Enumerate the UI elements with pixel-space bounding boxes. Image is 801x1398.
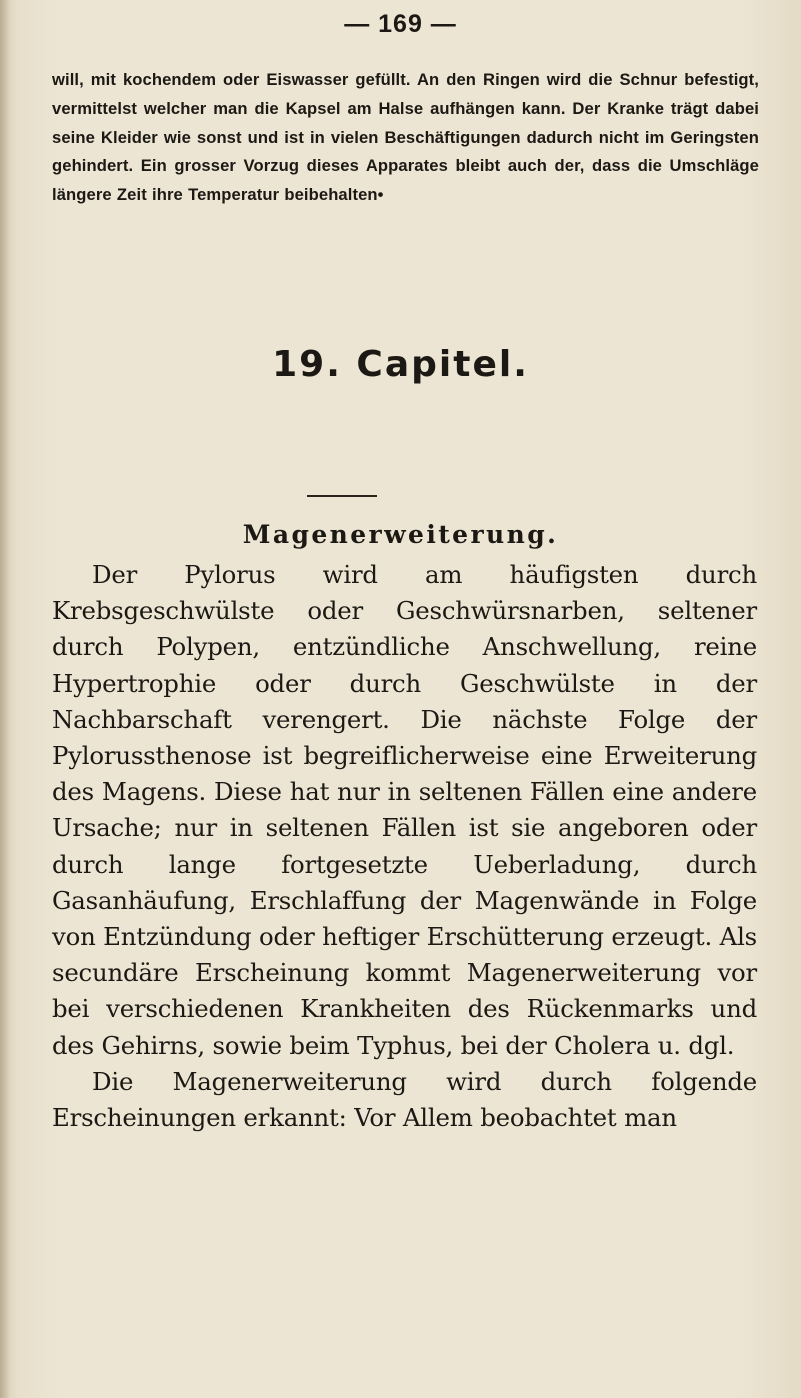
body-paragraph: Die Magenerweiterung wird durch folgende Erscheinungen erkannt: Vor Allem beobachtet man [52,1066,757,1133]
intro-paragraph: will, mit kochendem oder Eiswasser gefüllt. An den Ringen wird die Schnur befestigt, vermittelst welcher man die Kapsel am Halse aufhängen kann. Der Kranke trägt dabei seine Kleider wie sonst und ist in vielen Beschäftigungen dadurch nicht im Geringsten gehindert. Ein grosser Vorzug dieses Apparates bleibt auch der, dass die Umschläge längere Zeit ihre Temperatur beibehalten• [52,70,759,205]
body-text [52,557,757,1136]
chapter-title: 19. Capitel. [272,344,529,385]
page-gutter-shadow [0,0,10,1398]
section-title: Magenerweiterung. [242,520,559,549]
page-number: — 169 — [344,10,457,38]
body-paragraph: Der Pylorus wird am häufigsten durch Krebsgeschwülste oder Geschwürsnarben, seltener durch Polypen, entzündliche Anschwellung, reine Hypertrophie oder durch Geschwülste in der Nachbarschaft verengert. Die nächste Folge der Pylorussthenose ist begreiflicherweise eine Erweiterung des Magens. Diese hat nur in seltenen Fällen eine andere Ursache; nur in seltenen Fällen ist sie angeboren oder durch lange fortgesetzte Ueberladung, durch Gasanhäufung, Erschlaffung der Magenwände in Folge von Entzündung oder heftiger Erschütterung erzeugt. Als secundäre Erscheinung kommt Magenerweiterung vor bei verschiedenen Krankheiten des Rückenmarks und des Gehirns, sowie beim Typhus, bei der Cholera u. dgl. [52,560,757,1060]
chapter-divider [307,495,377,497]
